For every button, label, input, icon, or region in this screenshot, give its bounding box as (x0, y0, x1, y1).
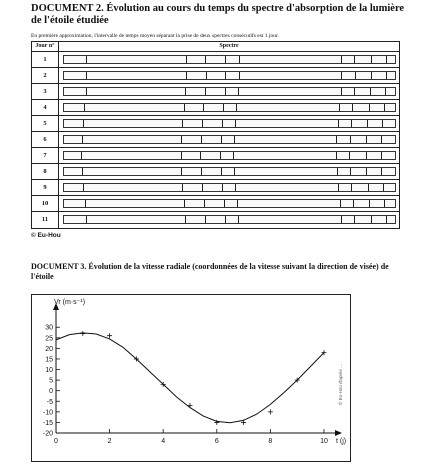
absorption-line (182, 184, 183, 191)
absorption-line (369, 200, 370, 207)
absorption-line (235, 120, 236, 127)
y-tick-label: -15 (42, 419, 53, 427)
absorption-spectrum (63, 135, 396, 144)
absorption-line (341, 216, 342, 223)
absorption-line (386, 72, 387, 79)
document-3-title: DOCUMENT 3. Évolution de la vitesse radiale (coordonnées de la vitesse suivant la direction de visée) de l'étoile (31, 262, 389, 281)
absorption-line (205, 216, 206, 223)
y-tick-label: 20 (45, 345, 53, 353)
absorption-line (386, 56, 387, 63)
y-tick-label: 10 (45, 367, 53, 375)
spectrum-row (32, 196, 399, 212)
absorption-line (222, 120, 223, 127)
x-tick-label: 2 (107, 438, 112, 445)
absorption-line (233, 152, 234, 159)
row-day-number: 10 (32, 196, 59, 211)
absorption-line (84, 104, 85, 111)
absorption-spectrum (63, 151, 396, 160)
y-tick-label: 25 (45, 335, 53, 343)
absorption-line (385, 88, 386, 95)
absorption-line (370, 88, 371, 95)
absorption-line (186, 72, 187, 79)
y-axis-label: Vr (m·s⁻¹) (54, 299, 86, 306)
absorption-spectrum (63, 55, 396, 64)
absorption-line (354, 216, 355, 223)
absorption-line (371, 72, 372, 79)
absorption-line (225, 88, 226, 95)
absorption-line (238, 88, 239, 95)
absorption-line (341, 56, 342, 63)
absorption-line (224, 200, 225, 207)
absorption-line (82, 136, 83, 143)
absorption-line (386, 216, 387, 223)
absorption-line (340, 200, 341, 207)
document-2-copyright: © Eu-Hou (31, 232, 61, 239)
y-tick-label: 5 (49, 377, 53, 385)
x-tick-label: 8 (268, 438, 273, 445)
absorption-spectrum (63, 119, 396, 128)
y-tick-label: -10 (42, 409, 53, 417)
absorption-line (220, 152, 221, 159)
absorption-line (185, 88, 186, 95)
absorption-line (202, 120, 203, 127)
absorption-line (371, 216, 372, 223)
absorption-line (367, 120, 368, 127)
absorption-line (352, 104, 353, 111)
absorption-line (181, 136, 182, 143)
absorption-line (202, 184, 203, 191)
x-axis-arrow (335, 430, 342, 436)
absorption-spectrum (63, 215, 396, 224)
absorption-line (366, 136, 367, 143)
absorption-line (351, 120, 352, 127)
absorption-line (81, 152, 82, 159)
x-tick-label: 4 (161, 438, 166, 445)
absorption-line (83, 184, 84, 191)
absorption-line (384, 200, 385, 207)
spectrum-row (32, 132, 399, 148)
document-2-title: DOCUMENT 2. Évolution au cours du temps du spectre d'absorption de la lumière de l'étoile étudiée (31, 3, 405, 26)
absorption-line (225, 56, 226, 63)
absorption-line (184, 104, 185, 111)
column-header-day: Jour n° (32, 42, 59, 51)
absorption-line (205, 56, 206, 63)
y-tick-label: 30 (45, 324, 53, 332)
absorption-spectrum (63, 87, 396, 96)
absorption-line (86, 88, 87, 95)
absorption-line (225, 72, 226, 79)
absorption-line (201, 136, 202, 143)
spectrum-table (31, 41, 400, 229)
absorption-line (200, 152, 201, 159)
chart-svg (32, 295, 350, 461)
absorption-line (221, 168, 222, 175)
y-tick-label: -5 (46, 398, 53, 406)
absorption-line (350, 168, 351, 175)
row-day-number: 5 (32, 116, 59, 131)
spectrum-row (32, 52, 399, 68)
absorption-line (338, 184, 339, 191)
absorption-line (351, 184, 352, 191)
absorption-line (235, 184, 236, 191)
data-point (107, 333, 112, 338)
absorption-line (336, 136, 337, 143)
absorption-line (203, 104, 204, 111)
absorption-line (205, 88, 206, 95)
spectrum-row (32, 164, 399, 180)
absorption-line (339, 104, 340, 111)
absorption-line (350, 136, 351, 143)
absorption-line (366, 152, 367, 159)
absorption-line (234, 168, 235, 175)
fitted-curve (56, 333, 324, 423)
row-day-number: 11 (32, 212, 59, 228)
row-day-number: 7 (32, 148, 59, 163)
document-2-note: En première approximation, l'intervalle de temps moyen séparant la prise de deux spectres consécutifs est 1 jour. (31, 33, 279, 39)
absorption-line (381, 168, 382, 175)
absorption-line (354, 88, 355, 95)
absorption-line (341, 72, 342, 79)
absorption-line (381, 152, 382, 159)
absorption-line (239, 72, 240, 79)
absorption-line (383, 184, 384, 191)
column-header-spectrum: Spectre (219, 43, 239, 49)
absorption-line (337, 168, 338, 175)
absorption-line (366, 168, 367, 175)
absorption-line (349, 152, 350, 159)
y-tick-label: -20 (42, 430, 53, 438)
absorption-line (371, 56, 372, 63)
absorption-line (225, 216, 226, 223)
row-day-number: 9 (32, 180, 59, 195)
data-point (268, 409, 273, 414)
absorption-line (354, 56, 355, 63)
absorption-line (86, 56, 87, 63)
absorption-line (86, 72, 87, 79)
absorption-line (181, 152, 182, 159)
absorption-line (86, 216, 87, 223)
absorption-line (382, 120, 383, 127)
absorption-line (381, 136, 382, 143)
absorption-line (83, 120, 84, 127)
absorption-line (182, 120, 183, 127)
row-day-number: 6 (32, 132, 59, 147)
y-tick-label: 0 (49, 388, 53, 396)
spectrum-row (32, 116, 399, 132)
side-credit: © Eu-Hou d'après … (338, 363, 343, 405)
row-day-number: 3 (32, 84, 59, 99)
absorption-line (206, 72, 207, 79)
absorption-spectrum (63, 183, 396, 192)
absorption-line (353, 200, 354, 207)
spectrum-row (32, 68, 399, 84)
absorption-line (384, 104, 385, 111)
x-axis-label: t (j) (336, 438, 347, 445)
x-tick-label: 6 (214, 438, 219, 445)
spectrum-row (32, 84, 399, 100)
absorption-line (338, 120, 339, 127)
absorption-line (221, 136, 222, 143)
absorption-line (222, 184, 223, 191)
absorption-line (234, 136, 235, 143)
absorption-line (369, 104, 370, 111)
row-day-number: 1 (32, 52, 59, 67)
data-point (187, 403, 192, 408)
absorption-line (223, 104, 224, 111)
row-day-number: 4 (32, 100, 59, 115)
absorption-line (368, 184, 369, 191)
absorption-line (238, 216, 239, 223)
y-tick-label: 15 (45, 356, 53, 364)
absorption-line (181, 168, 182, 175)
absorption-line (341, 88, 342, 95)
spectrum-table-header (32, 42, 399, 52)
absorption-line (186, 56, 187, 63)
absorption-spectrum (63, 167, 396, 176)
absorption-line (355, 72, 356, 79)
absorption-line (239, 56, 240, 63)
spectrum-row (32, 212, 399, 228)
absorption-line (82, 168, 83, 175)
data-point (80, 331, 85, 336)
x-tick-label: 10 (320, 438, 328, 445)
spectrum-row (32, 180, 399, 196)
row-day-number: 8 (32, 164, 59, 179)
absorption-line (85, 200, 86, 207)
spectrum-row (32, 148, 399, 164)
absorption-spectrum (63, 71, 396, 80)
absorption-line (201, 168, 202, 175)
absorption-spectrum (63, 199, 396, 208)
absorption-line (236, 104, 237, 111)
absorption-spectrum (63, 103, 396, 112)
absorption-line (237, 200, 238, 207)
absorption-line (185, 216, 186, 223)
x-tick-label: 0 (54, 438, 58, 445)
absorption-line (204, 200, 205, 207)
absorption-line (336, 152, 337, 159)
radial-velocity-chart (31, 294, 351, 462)
spectrum-row (32, 100, 399, 116)
row-day-number: 2 (32, 68, 59, 83)
absorption-line (184, 200, 185, 207)
